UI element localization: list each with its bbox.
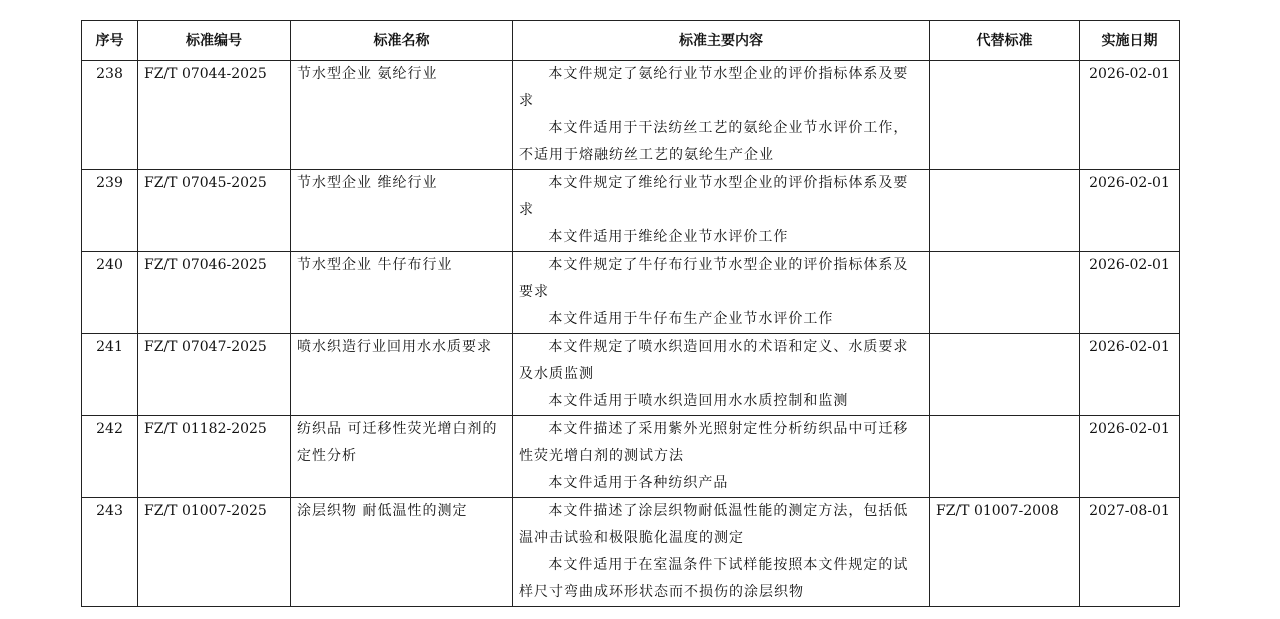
row-content <box>513 252 930 334</box>
content-paragraph: 本文件适用于维纶企业节水评价工作 <box>548 229 789 245</box>
content-paragraph: 本文件规定了牛仔布行业节水型企业的评价指标体系及要求 <box>519 257 909 300</box>
row-content <box>513 498 930 607</box>
table-header <box>82 21 1180 61</box>
header-date: 实施日期 <box>1080 21 1180 61</box>
content-paragraph: 本文件规定了维纶行业节水型企业的评价指标体系及要求 <box>519 175 909 218</box>
row-code: FZ/T 07047-2025 <box>138 334 291 416</box>
row-date: 2026-02-01 <box>1080 416 1180 498</box>
content-paragraph: 本文件适用于在室温条件下试样能按照本文件规定的试样尺寸弯曲成环形状态而不损伤的涂层织物 <box>519 557 909 600</box>
content-paragraph: 本文件规定了氨纶行业节水型企业的评价指标体系及要求 <box>519 66 909 109</box>
row-code: FZ/T 01007-2025 <box>138 498 291 607</box>
row-name: 节水型企业 维纶行业 <box>291 170 513 252</box>
header-content: 标准主要内容 <box>513 21 930 61</box>
row-name: 涂层织物 耐低温性的测定 <box>291 498 513 607</box>
row-date: 2026-02-01 <box>1080 252 1180 334</box>
table-body <box>82 61 1180 607</box>
table-row <box>82 61 1180 170</box>
row-content <box>513 334 930 416</box>
row-seq: 241 <box>82 334 138 416</box>
table-row <box>82 498 1180 607</box>
row-name: 节水型企业 牛仔布行业 <box>291 252 513 334</box>
standards-table <box>81 20 1180 607</box>
header-seq: 序号 <box>82 21 138 61</box>
row-code: FZ/T 07046-2025 <box>138 252 291 334</box>
row-code: FZ/T 07045-2025 <box>138 170 291 252</box>
content-paragraph: 本文件适用于干法纺丝工艺的氨纶企业节水评价工作，不适用于熔融纺丝工艺的氨纶生产企业 <box>519 120 909 163</box>
row-replaces <box>930 334 1080 416</box>
content-paragraph: 本文件适用于各种纺织产品 <box>548 475 729 491</box>
row-date: 2026-02-01 <box>1080 61 1180 170</box>
table-row <box>82 252 1180 334</box>
row-seq: 238 <box>82 61 138 170</box>
row-replaces: FZ/T 01007-2008 <box>930 498 1080 607</box>
header-replaces: 代替标准 <box>930 21 1080 61</box>
row-code: FZ/T 01182-2025 <box>138 416 291 498</box>
content-paragraph: 本文件适用于牛仔布生产企业节水评价工作 <box>548 311 834 327</box>
table-row <box>82 334 1180 416</box>
row-date: 2026-02-01 <box>1080 334 1180 416</box>
row-seq: 243 <box>82 498 138 607</box>
row-name: 喷水织造行业回用水水质要求 <box>291 334 513 416</box>
row-name: 纺织品 可迁移性荧光增白剂的定性分析 <box>291 416 513 498</box>
row-name: 节水型企业 氨纶行业 <box>291 61 513 170</box>
row-replaces <box>930 252 1080 334</box>
row-seq: 239 <box>82 170 138 252</box>
row-replaces <box>930 61 1080 170</box>
header-row <box>82 21 1180 61</box>
row-replaces <box>930 170 1080 252</box>
table-row <box>82 170 1180 252</box>
table-row <box>82 416 1180 498</box>
header-code: 标准编号 <box>138 21 291 61</box>
row-content <box>513 61 930 170</box>
row-replaces <box>930 416 1080 498</box>
content-paragraph: 本文件描述了涂层织物耐低温性能的测定方法，包括低温冲击试验和极限脆化温度的测定 <box>519 503 909 546</box>
content-paragraph: 本文件规定了喷水织造回用水的术语和定义、水质要求及水质监测 <box>519 339 909 382</box>
content-paragraph: 本文件适用于喷水织造回用水水质控制和监测 <box>548 393 849 409</box>
header-name: 标准名称 <box>291 21 513 61</box>
row-seq: 240 <box>82 252 138 334</box>
row-date: 2026-02-01 <box>1080 170 1180 252</box>
row-date: 2027-08-01 <box>1080 498 1180 607</box>
row-content <box>513 170 930 252</box>
row-content <box>513 416 930 498</box>
row-seq: 242 <box>82 416 138 498</box>
row-code: FZ/T 07044-2025 <box>138 61 291 170</box>
content-paragraph: 本文件描述了采用紫外光照射定性分析纺织品中可迁移性荧光增白剂的测试方法 <box>519 421 909 464</box>
